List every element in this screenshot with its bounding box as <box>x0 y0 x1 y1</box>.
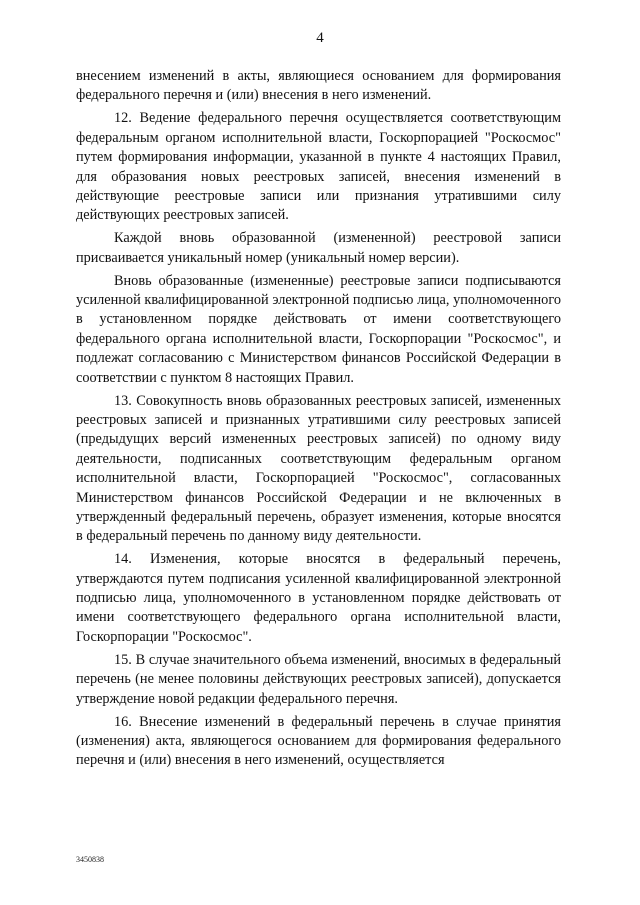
page-number: 4 <box>316 30 324 46</box>
paragraph-continuation: внесением изменений в акты, являющиеся основанием для формирования федерального перечня и (или) внесения в него изменений. <box>76 68 561 104</box>
document-code: 3450838 <box>76 855 104 864</box>
paragraph-12: 12. Ведение федерального перечня осуществляется соответствующим федеральным органом исполнительной власти, Госкорпорацией "Роскосмос" путем формирования информации, указанной в пункте 4 настоящих Правил, для образования новых реестровых записей, внесения изменений в действующие реестровые записи или признания утратившими силу действующих реестровых записей. <box>76 110 561 224</box>
paragraph-12-signing: Вновь образованные (измененные) реестровые записи подписываются усиленной квалифицированной электронной подписью лица, уполномоченного в установленном порядке действовать от имени соответствующего федерального органа исполнительной власти, Госкорпорации "Роскосмос", и подлежат согласованию с Министерством финансов Российской Федерации в соответствии с пунктом 8 настоящих Правил. <box>76 272 561 386</box>
paragraph-12-unique-number: Каждой вновь образованной (измененной) реестровой записи присваивается уникальный номер (уникальный номер версии). <box>76 230 561 266</box>
paragraph-14: 14. Изменения, которые вносятся в федеральный перечень, утверждаются путем подписания усиленной квалифицированной электронной подписью лица, уполномоченного в установленном порядке действовать от имени соответствующего федерального органа исполнительной власти, Госкорпорации "Роскосмос". <box>76 551 561 645</box>
document-body <box>76 67 561 774</box>
paragraph-13: 13. Совокупность вновь образованных реестровых записей, измененных реестровых записей и признанных утратившими силу реестровых записей (предыдущих версий измененных реестровых записей) по одному виду деятельности, подписанных соответствующим федеральным органом исполнительной власти, Госкорпорацией "Роскосмос", согласованных Министерством финансов Российской Федерации и не включенных в утвержденный федеральный перечень, образует изменения, которые вносятся в федеральный перечень по данному виду деятельности. <box>76 392 561 545</box>
paragraph-16: 16. Внесение изменений в федеральный перечень в случае принятия (изменения) акта, являющегося основанием для формирования федерального перечня и (или) внесения в него изменений, осуществляется <box>76 713 561 769</box>
paragraph-15: 15. В случае значительного объема изменений, вносимых в федеральный перечень (не менее половины действующих реестровых записей), допускается утверждение новой редакции федерального перечня. <box>76 651 561 707</box>
